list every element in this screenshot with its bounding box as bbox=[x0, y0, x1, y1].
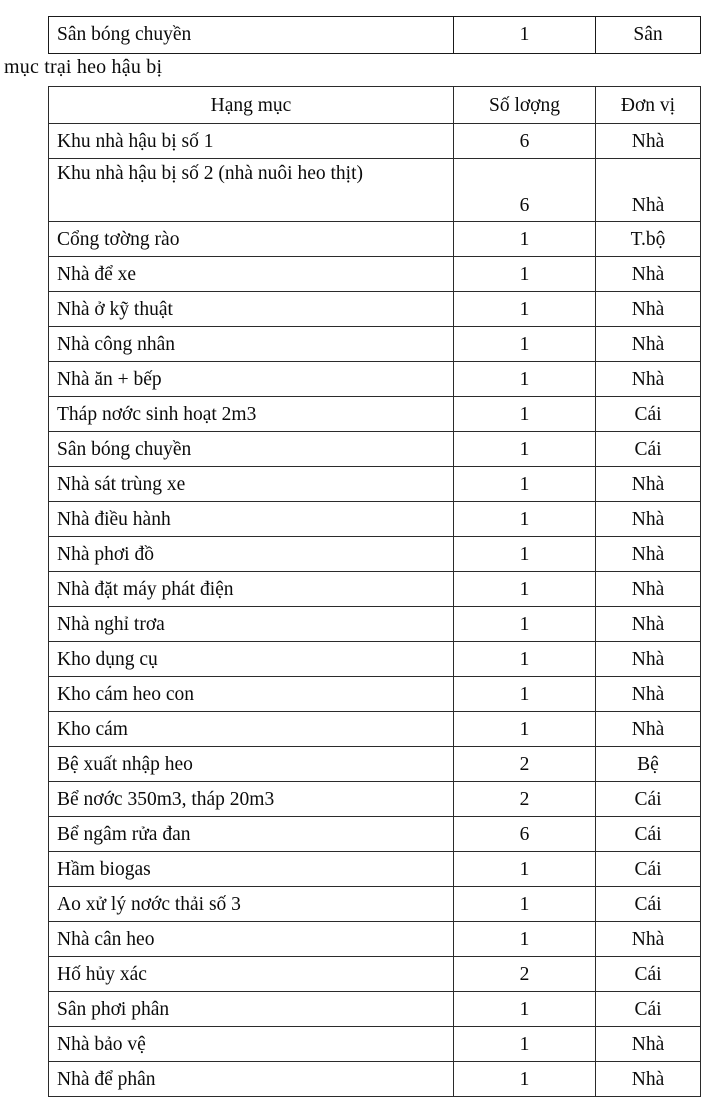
table-row bbox=[49, 222, 701, 257]
table-row bbox=[49, 992, 701, 1027]
unit-cell: Nhà bbox=[596, 1062, 701, 1097]
column-header-item: Hạng mục bbox=[49, 87, 454, 124]
unit-cell: Nhà bbox=[596, 362, 701, 397]
table-row bbox=[49, 432, 701, 467]
unit-cell: Cái bbox=[596, 957, 701, 992]
unit-cell: Nhà bbox=[596, 467, 701, 502]
table-row bbox=[49, 782, 701, 817]
item-cell: Kho cám heo con bbox=[49, 677, 454, 712]
table-row bbox=[49, 502, 701, 537]
quantity-cell: 1 bbox=[454, 292, 596, 327]
item-cell: Nhà để phân bbox=[49, 1062, 454, 1097]
quantity-cell: 1 bbox=[454, 467, 596, 502]
unit-cell: Nhà bbox=[596, 159, 701, 222]
quantity-cell: 1 bbox=[454, 677, 596, 712]
table-row bbox=[49, 467, 701, 502]
item-cell: Nhà cân heo bbox=[49, 922, 454, 957]
quantity-cell: 1 bbox=[454, 642, 596, 677]
table-row bbox=[49, 712, 701, 747]
unit-cell: Bệ bbox=[596, 747, 701, 782]
table-row bbox=[49, 124, 701, 159]
quantity-cell: 1 bbox=[454, 887, 596, 922]
unit-cell: Nhà bbox=[596, 1027, 701, 1062]
continuation-quantity-cell: 1 bbox=[454, 17, 596, 54]
table-row bbox=[49, 1027, 701, 1062]
item-cell: Nhà sát trùng xe bbox=[49, 467, 454, 502]
item-cell: Sân phơi phân bbox=[49, 992, 454, 1027]
unit-cell: Cái bbox=[596, 397, 701, 432]
table-row bbox=[49, 292, 701, 327]
table-caption: mục trại heo hậu bị bbox=[4, 56, 163, 78]
quantity-cell: 1 bbox=[454, 432, 596, 467]
item-cell: Bệ xuất nhập heo bbox=[49, 747, 454, 782]
unit-cell: Nhà bbox=[596, 677, 701, 712]
unit-cell: T.bộ bbox=[596, 222, 701, 257]
quantity-cell: 1 bbox=[454, 607, 596, 642]
item-cell: Ao xử lý nơớc thải số 3 bbox=[49, 887, 454, 922]
item-cell: Nhà bảo vệ bbox=[49, 1027, 454, 1062]
item-cell: Bể ngâm rửa đan bbox=[49, 817, 454, 852]
item-cell: Nhà phơi đồ bbox=[49, 537, 454, 572]
table-row bbox=[49, 887, 701, 922]
unit-cell: Nhà bbox=[596, 922, 701, 957]
item-cell: Nhà nghỉ trơa bbox=[49, 607, 454, 642]
quantity-cell: 2 bbox=[454, 782, 596, 817]
column-header-quantity: Số lơợng bbox=[454, 87, 596, 124]
quantity-cell: 1 bbox=[454, 362, 596, 397]
table-row bbox=[49, 607, 701, 642]
item-cell: Cổng tơờng rào bbox=[49, 222, 454, 257]
table-row bbox=[49, 362, 701, 397]
unit-cell: Nhà bbox=[596, 712, 701, 747]
quantity-cell: 1 bbox=[454, 397, 596, 432]
table-header-row bbox=[49, 87, 701, 124]
unit-cell: Cái bbox=[596, 817, 701, 852]
table-row bbox=[49, 159, 701, 222]
unit-cell: Nhà bbox=[596, 537, 701, 572]
item-cell: Kho dụng cụ bbox=[49, 642, 454, 677]
item-cell: Tháp nơớc sinh hoạt 2m3 bbox=[49, 397, 454, 432]
quantity-cell: 1 bbox=[454, 257, 596, 292]
inventory-table bbox=[48, 86, 701, 1097]
table-row bbox=[49, 17, 701, 54]
item-cell: Khu nhà hậu bị số 1 bbox=[49, 124, 454, 159]
item-cell: Nhà ăn + bếp bbox=[49, 362, 454, 397]
table-row bbox=[49, 922, 701, 957]
unit-cell: Nhà bbox=[596, 502, 701, 537]
continuation-table bbox=[48, 16, 701, 54]
quantity-cell: 1 bbox=[454, 852, 596, 887]
quantity-cell: 6 bbox=[454, 159, 596, 222]
quantity-cell: 2 bbox=[454, 747, 596, 782]
item-cell: Hầm biogas bbox=[49, 852, 454, 887]
unit-cell: Nhà bbox=[596, 257, 701, 292]
item-cell: Bể nơớc 350m3, tháp 20m3 bbox=[49, 782, 454, 817]
item-cell: Kho cám bbox=[49, 712, 454, 747]
quantity-cell: 1 bbox=[454, 992, 596, 1027]
table-row bbox=[49, 327, 701, 362]
item-cell: Nhà ở kỹ thuật bbox=[49, 292, 454, 327]
table-row bbox=[49, 747, 701, 782]
item-cell: Nhà đặt máy phát điện bbox=[49, 572, 454, 607]
quantity-cell: 1 bbox=[454, 222, 596, 257]
quantity-cell: 6 bbox=[454, 817, 596, 852]
unit-cell: Cái bbox=[596, 852, 701, 887]
table-row bbox=[49, 397, 701, 432]
table-row bbox=[49, 817, 701, 852]
inventory-table-body bbox=[49, 124, 701, 1097]
unit-cell: Cái bbox=[596, 782, 701, 817]
unit-cell: Nhà bbox=[596, 327, 701, 362]
item-cell: Khu nhà hậu bị số 2 (nhà nuôi heo thịt) bbox=[49, 159, 454, 222]
unit-cell: Nhà bbox=[596, 572, 701, 607]
table-row bbox=[49, 1062, 701, 1097]
unit-cell: Cái bbox=[596, 992, 701, 1027]
quantity-cell: 1 bbox=[454, 327, 596, 362]
continuation-item-cell: Sân bóng chuyền bbox=[49, 17, 454, 54]
quantity-cell: 1 bbox=[454, 712, 596, 747]
table-row bbox=[49, 677, 701, 712]
unit-cell: Nhà bbox=[596, 607, 701, 642]
item-cell: Sân bóng chuyền bbox=[49, 432, 454, 467]
quantity-cell: 2 bbox=[454, 957, 596, 992]
unit-cell: Cái bbox=[596, 887, 701, 922]
table-row bbox=[49, 957, 701, 992]
table-row bbox=[49, 537, 701, 572]
column-header-unit: Đơn vị bbox=[596, 87, 701, 124]
table-row bbox=[49, 642, 701, 677]
unit-cell: Nhà bbox=[596, 124, 701, 159]
quantity-cell: 1 bbox=[454, 572, 596, 607]
table-row bbox=[49, 852, 701, 887]
continuation-unit-cell: Sân bbox=[596, 17, 701, 54]
unit-cell: Nhà bbox=[596, 642, 701, 677]
quantity-cell: 1 bbox=[454, 1062, 596, 1097]
item-cell: Nhà công nhân bbox=[49, 327, 454, 362]
item-cell: Hố hủy xác bbox=[49, 957, 454, 992]
table-row bbox=[49, 257, 701, 292]
item-cell: Nhà điều hành bbox=[49, 502, 454, 537]
unit-cell: Nhà bbox=[596, 292, 701, 327]
quantity-cell: 1 bbox=[454, 922, 596, 957]
quantity-cell: 1 bbox=[454, 537, 596, 572]
quantity-cell: 1 bbox=[454, 502, 596, 537]
item-cell: Nhà để xe bbox=[49, 257, 454, 292]
table-row bbox=[49, 572, 701, 607]
quantity-cell: 6 bbox=[454, 124, 596, 159]
unit-cell: Cái bbox=[596, 432, 701, 467]
quantity-cell: 1 bbox=[454, 1027, 596, 1062]
